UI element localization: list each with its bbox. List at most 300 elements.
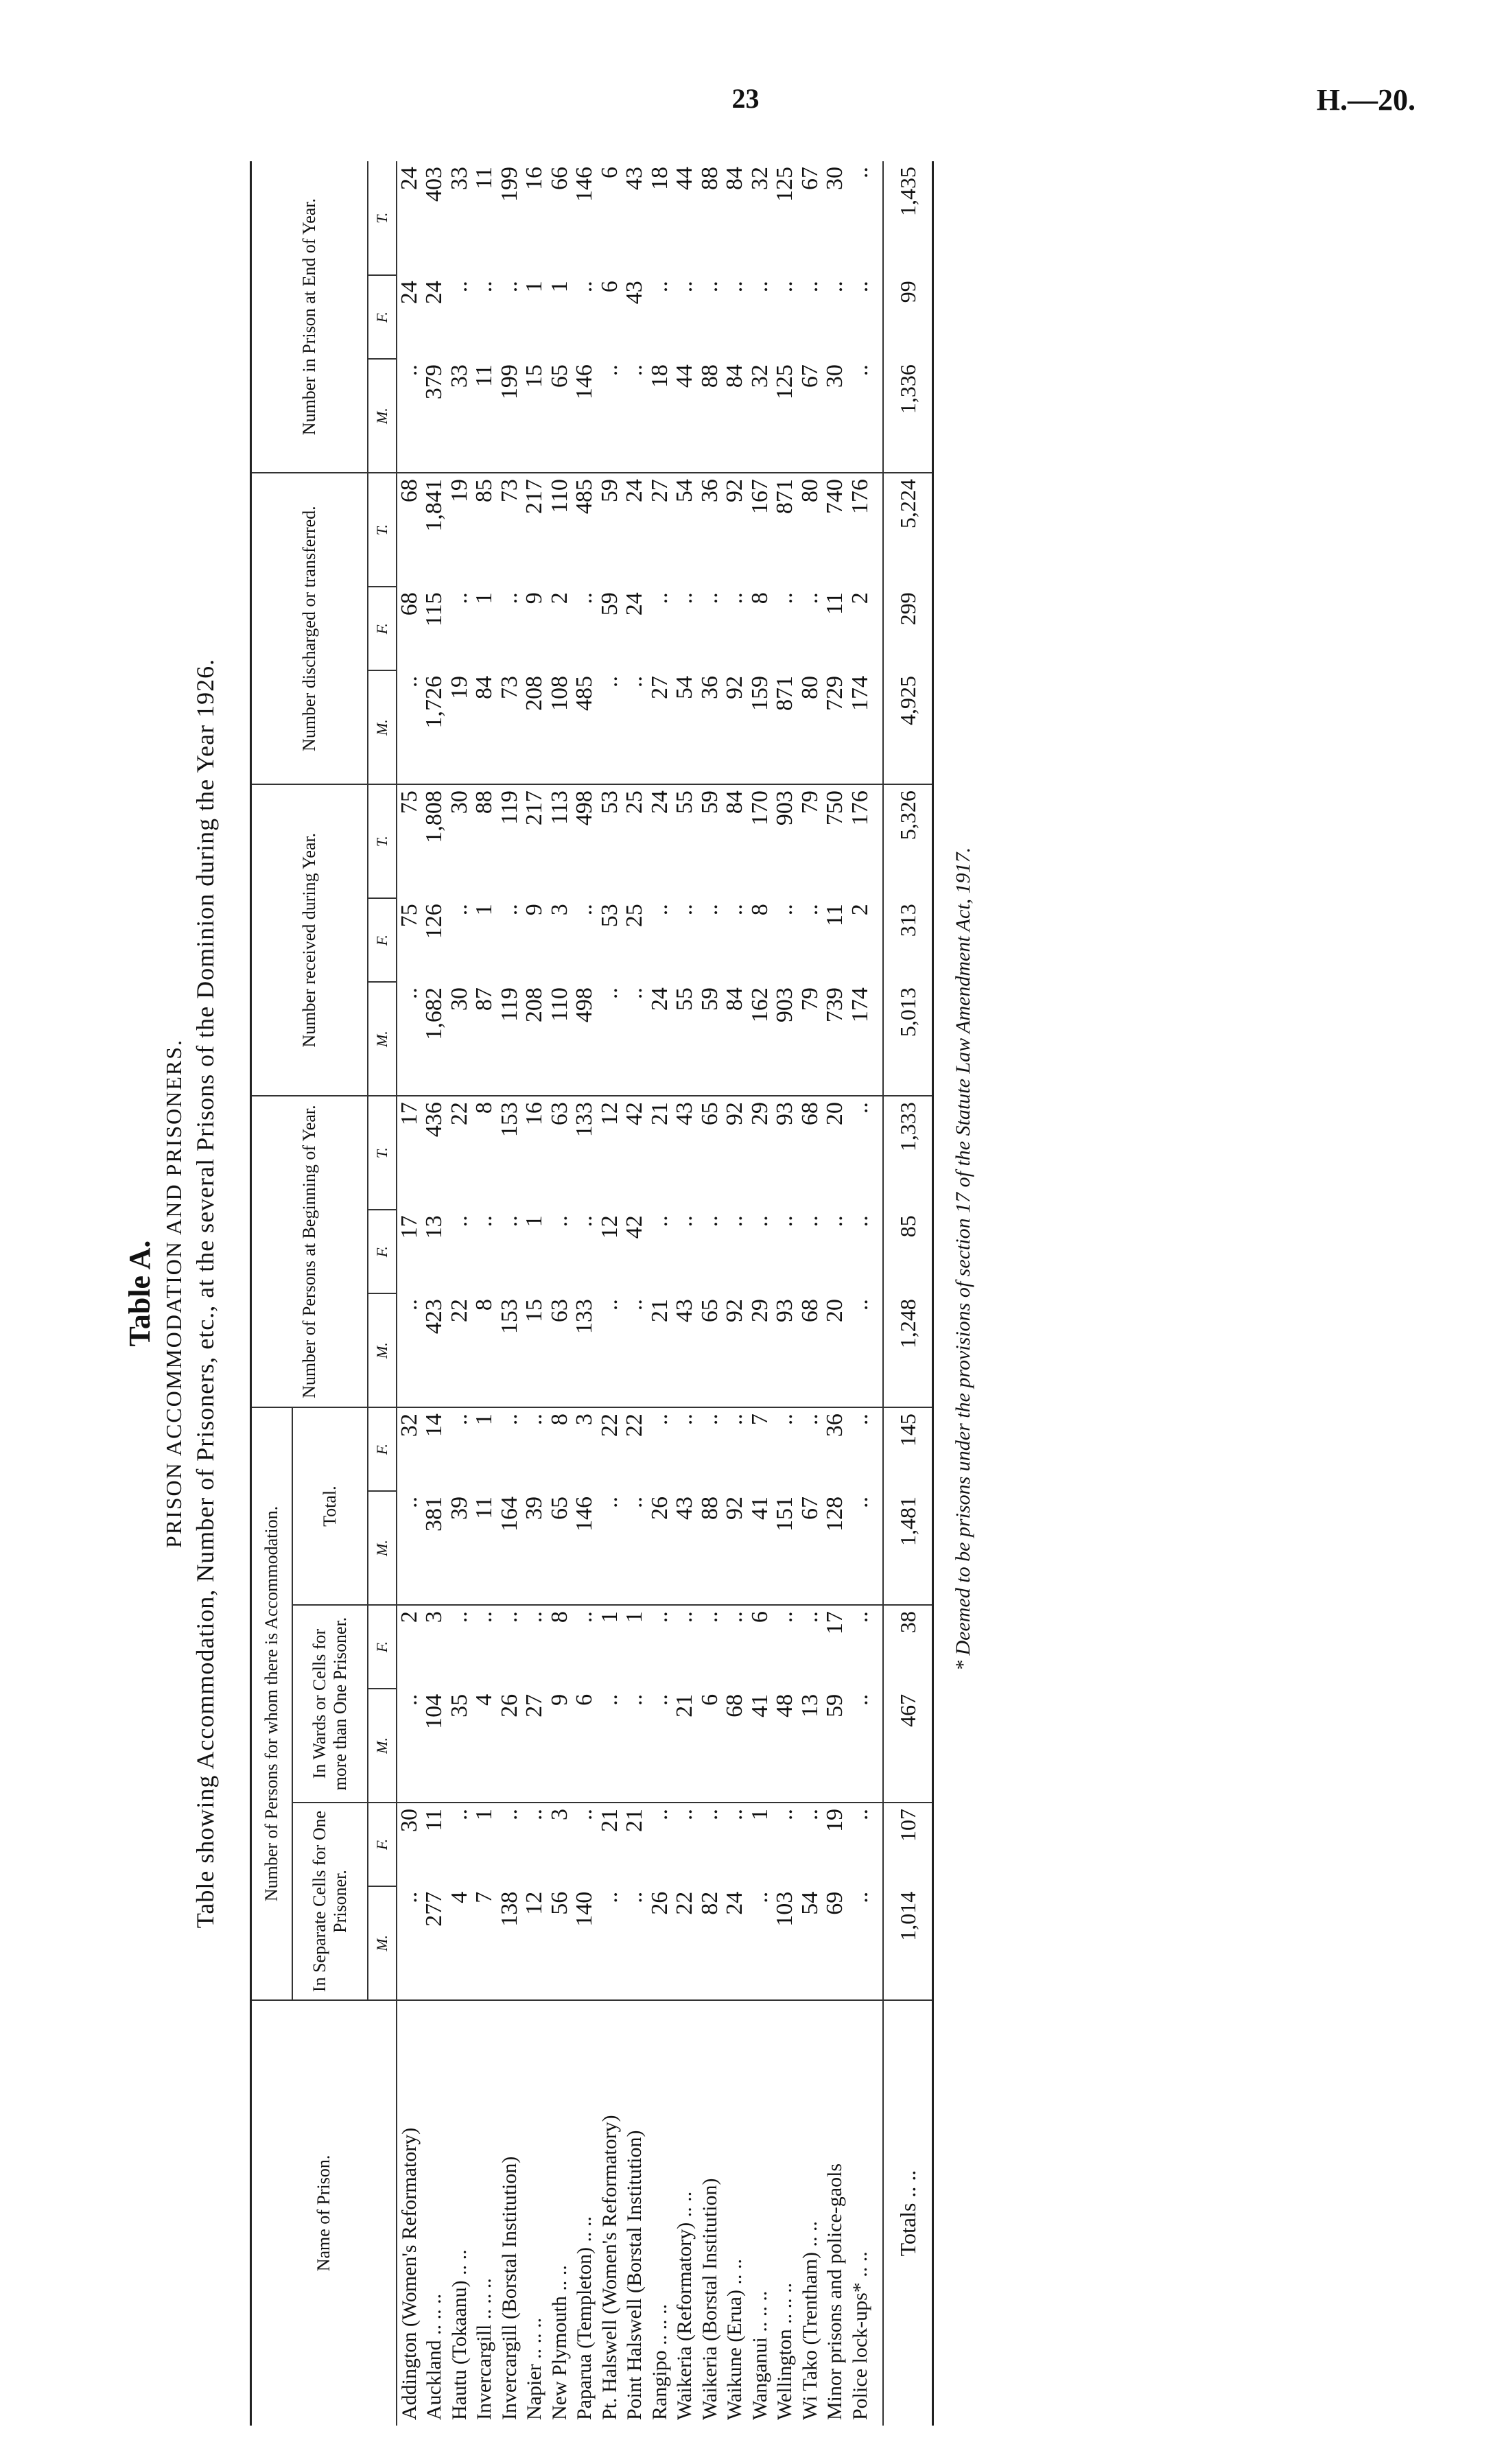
cell-tot-f: 14	[421, 1413, 447, 1438]
cell-r-m: 162	[748, 982, 773, 1096]
cell-d-m: 27	[648, 670, 673, 784]
cell-r-m: 174	[848, 982, 884, 1096]
cell-r-m: 903	[773, 982, 798, 1096]
cell-tot-f: 36	[822, 1413, 847, 1438]
cell-e-t: 33	[446, 167, 472, 190]
cell-b-f: ..	[572, 1215, 597, 1228]
table-row	[622, 161, 648, 2426]
header-received: Number received during Year.	[251, 784, 368, 1096]
col-t: T.	[368, 473, 397, 587]
cell-b-m: 153	[497, 1293, 523, 1407]
cell-d-m: 1,726	[422, 670, 447, 784]
cell-sc-f: 1	[471, 1809, 497, 1820]
cell-b-t: 63	[546, 1102, 572, 1126]
cell-b-f: ..	[471, 1215, 497, 1228]
prison-name: Waikeria (Reformatory) .. ..	[673, 2191, 696, 2420]
cell-b-t: 21	[646, 1102, 672, 1126]
cell-tot-f: ..	[722, 1413, 747, 1426]
cell-d-f: 299	[883, 587, 933, 670]
cell-b-m: 63	[548, 1293, 573, 1407]
col-t: T.	[368, 161, 397, 275]
cell-sc-m: 4	[447, 1886, 473, 2000]
cell-tot-m: 39	[522, 1491, 548, 1605]
cell-tot-m: 11	[472, 1491, 497, 1605]
cell-e-f: ..	[822, 281, 847, 293]
cell-e-f: ..	[847, 281, 873, 293]
cell-e-m: 125	[773, 359, 798, 473]
cell-e-t: 43	[622, 167, 647, 190]
cell-r-t: 113	[546, 790, 572, 825]
cell-r-f: ..	[797, 904, 823, 916]
cell-b-t: 29	[747, 1102, 773, 1126]
cell-d-m: 4,925	[883, 670, 933, 784]
cell-r-m: 30	[447, 982, 473, 1096]
cell-r-m: ..	[397, 982, 423, 1096]
cell-b-t: 65	[696, 1102, 723, 1126]
cell-b-t: 16	[521, 1102, 547, 1126]
cell-w-m: 6	[572, 1689, 598, 1803]
cell-d-f: ..	[572, 592, 597, 605]
cell-sc-f: 1	[747, 1809, 773, 1820]
cell-r-t: 217	[521, 790, 547, 826]
table-row	[672, 161, 698, 2426]
cell-tot-f: ..	[521, 1413, 547, 1426]
cell-e-m: 15	[522, 359, 548, 473]
col-m: M.	[368, 1886, 397, 2000]
cell-d-m: 84	[472, 670, 497, 784]
cell-r-t: 75	[396, 790, 422, 814]
page-reference: H.—20.	[1316, 83, 1416, 117]
cell-sc-m: 1,014	[883, 1886, 933, 2000]
cell-r-t: 498	[572, 790, 597, 826]
cell-d-t: 80	[797, 479, 823, 503]
cell-r-m: 59	[698, 982, 723, 1096]
cell-e-f: ..	[747, 281, 773, 293]
cell-r-f: 313	[883, 898, 933, 982]
cell-sc-f: ..	[496, 1809, 522, 1820]
cell-b-m: ..	[397, 1293, 423, 1407]
cell-d-t: 73	[496, 479, 522, 503]
cell-tot-f: ..	[772, 1413, 797, 1426]
prison-name: Pt. Halswell (Women's Reformatory)	[598, 2115, 621, 2420]
cell-b-t: 42	[622, 1102, 647, 1126]
cell-d-t: 68	[396, 479, 422, 503]
cell-tot-f: ..	[646, 1413, 672, 1426]
cell-tot-m: 1,481	[883, 1491, 933, 1605]
cell-e-f: ..	[496, 281, 522, 293]
cell-w-f: 1	[596, 1611, 622, 1623]
cell-b-t: 8	[471, 1102, 497, 1114]
cell-tot-f: ..	[696, 1413, 723, 1426]
cell-d-m: 19	[447, 670, 473, 784]
cell-d-t: 54	[672, 479, 697, 503]
cell-d-f: 24	[622, 592, 647, 616]
cell-r-m: ..	[598, 982, 623, 1096]
cell-w-f: 2	[396, 1611, 422, 1623]
cell-b-t: 20	[822, 1102, 847, 1126]
cell-sc-f: ..	[521, 1809, 547, 1820]
cell-w-m: ..	[397, 1689, 423, 1803]
cell-e-f: ..	[646, 281, 672, 293]
cell-w-m: 9	[548, 1689, 573, 1803]
table-body	[397, 161, 933, 2426]
cell-sc-m: 140	[572, 1886, 598, 2000]
cell-e-f: 1	[546, 281, 572, 293]
cell-e-m: 30	[823, 359, 848, 473]
cell-r-t: 79	[797, 790, 823, 814]
cell-r-f: 75	[396, 904, 422, 928]
cell-tot-f: 22	[596, 1413, 622, 1438]
cell-r-t: 903	[772, 790, 797, 826]
cell-b-m: 133	[572, 1293, 598, 1407]
cell-b-f: 42	[622, 1215, 647, 1239]
cell-b-t: 1,333	[883, 1096, 933, 1210]
cell-tot-m: 41	[748, 1491, 773, 1605]
cell-r-t: 1,808	[421, 790, 447, 843]
prison-name: New Plymouth .. ..	[548, 2265, 571, 2420]
cell-b-m: 20	[823, 1293, 848, 1407]
cell-e-f: ..	[772, 281, 797, 293]
cell-e-t: 18	[646, 167, 672, 190]
cell-r-m: 24	[648, 982, 673, 1096]
cell-w-m: ..	[848, 1689, 884, 1803]
cell-tot-f: ..	[446, 1413, 472, 1426]
cell-r-f: ..	[696, 904, 723, 916]
cell-sc-f: 11	[421, 1809, 447, 1831]
cell-d-f: 1	[471, 592, 497, 605]
table-row	[422, 161, 447, 2426]
cell-r-t: 30	[446, 790, 472, 814]
cell-tot-f: 145	[883, 1407, 933, 1491]
totals-row	[883, 161, 933, 2426]
cell-r-f: 3	[546, 904, 572, 916]
cell-e-m: 32	[748, 359, 773, 473]
cell-tot-f: 3	[572, 1413, 597, 1426]
cell-d-f: ..	[672, 592, 697, 605]
cell-r-m: 739	[823, 982, 848, 1096]
header-accommodation: Number of Persons for whom there is Accommodation.	[251, 1407, 292, 2000]
header-name-of-prison: Name of Prison.	[251, 2000, 397, 2426]
cell-d-t: 217	[521, 479, 547, 515]
cell-e-m: 11	[472, 359, 497, 473]
cell-e-f: 24	[396, 281, 422, 305]
cell-e-f: 43	[622, 281, 647, 305]
cell-tot-f: 8	[546, 1413, 572, 1426]
cell-b-t: 93	[772, 1102, 797, 1126]
cell-sc-m: 277	[422, 1886, 447, 2000]
cell-b-f: 12	[596, 1215, 622, 1239]
cell-d-f: ..	[722, 592, 747, 605]
cell-e-t: 16	[521, 167, 547, 190]
cell-tot-m: ..	[622, 1491, 648, 1605]
cell-b-f: ..	[546, 1215, 572, 1228]
cell-b-m: 92	[723, 1293, 748, 1407]
table-row	[748, 161, 773, 2426]
cell-b-f: 1	[521, 1215, 547, 1228]
cell-tot-m: 43	[672, 1491, 698, 1605]
cell-b-f: ..	[847, 1215, 873, 1228]
cell-tot-m: 381	[422, 1491, 447, 1605]
cell-b-t: 133	[572, 1102, 597, 1138]
table-row	[522, 161, 548, 2426]
cell-w-f: ..	[471, 1611, 497, 1623]
table-row	[572, 161, 598, 2426]
cell-w-f: 1	[622, 1611, 647, 1623]
col-f: F.	[368, 1803, 397, 1886]
cell-e-m: ..	[622, 359, 648, 473]
cell-sc-m: 7	[472, 1886, 497, 2000]
cell-w-m: ..	[648, 1689, 673, 1803]
cell-e-t: 11	[471, 167, 497, 189]
cell-e-t: 84	[722, 167, 747, 190]
cell-e-f: ..	[722, 281, 747, 293]
cell-e-t: 24	[396, 167, 422, 190]
cell-r-m: 110	[548, 982, 573, 1096]
cell-sc-f: 107	[883, 1803, 933, 1886]
cell-e-t: 146	[572, 167, 597, 202]
cell-w-f: ..	[446, 1611, 472, 1623]
cell-b-t: 153	[496, 1102, 522, 1138]
cell-d-m: ..	[622, 670, 648, 784]
cell-d-f: ..	[446, 592, 472, 605]
cell-e-m: 44	[672, 359, 698, 473]
cell-r-t: 119	[496, 790, 522, 825]
table-title: Table A.	[123, 1240, 156, 1347]
prison-name: Point Halswell (Borstal Institution)	[623, 2130, 646, 2420]
cell-w-f: ..	[572, 1611, 597, 1623]
prison-name: Rangipo .. .. ..	[648, 2303, 671, 2420]
cell-w-f: ..	[797, 1611, 823, 1623]
cell-b-f: 13	[421, 1215, 447, 1239]
cell-e-m: 18	[648, 359, 673, 473]
cell-w-m: 27	[522, 1689, 548, 1803]
header-end: Number in Prison at End of Year.	[251, 161, 368, 473]
cell-w-f: 8	[546, 1611, 572, 1623]
cell-r-m: 208	[522, 982, 548, 1096]
cell-w-f: ..	[772, 1611, 797, 1623]
cell-e-f: ..	[797, 281, 823, 293]
cell-sc-f: ..	[446, 1809, 472, 1820]
cell-b-m: 22	[447, 1293, 473, 1407]
cell-tot-m: 39	[447, 1491, 473, 1605]
table-row	[397, 161, 423, 2426]
cell-b-t: 43	[672, 1102, 697, 1126]
cell-r-t: 59	[696, 790, 723, 814]
table-row	[447, 161, 473, 2426]
cell-w-m: 467	[883, 1689, 933, 1803]
col-m: M.	[368, 1293, 397, 1407]
cell-r-t: 25	[622, 790, 647, 814]
cell-w-m: 104	[422, 1689, 447, 1803]
cell-e-t: 88	[696, 167, 723, 190]
cell-e-m: 65	[548, 359, 573, 473]
cell-e-m: 67	[798, 359, 823, 473]
cell-e-f: 1	[521, 281, 547, 293]
prison-name: Paparua (Templeton) .. ..	[573, 2216, 596, 2420]
cell-r-f: 2	[847, 904, 873, 916]
cell-sc-m: 56	[548, 1886, 573, 2000]
cell-r-t: 176	[847, 790, 873, 826]
cell-w-m: 68	[723, 1689, 748, 1803]
cell-d-f: ..	[696, 592, 723, 605]
cell-sc-m: ..	[748, 1886, 773, 2000]
cell-sc-f: 30	[396, 1809, 422, 1832]
cell-sc-f: ..	[722, 1809, 747, 1820]
cell-e-t: 403	[421, 167, 447, 202]
cell-e-f: ..	[672, 281, 697, 293]
col-f: F.	[368, 1605, 397, 1689]
cell-r-f: ..	[722, 904, 747, 916]
cell-r-f: 8	[747, 904, 773, 916]
cell-e-f: ..	[572, 281, 597, 293]
cell-tot-m: 128	[823, 1491, 848, 1605]
cell-r-m: 5,013	[883, 982, 933, 1096]
cell-e-m: 84	[723, 359, 748, 473]
cell-r-m: 119	[497, 982, 523, 1096]
cell-sc-f: ..	[772, 1809, 797, 1820]
cell-w-f: ..	[672, 1611, 697, 1623]
cell-b-m: ..	[848, 1293, 884, 1407]
cell-r-m: ..	[622, 982, 648, 1096]
cell-r-m: 1,682	[422, 982, 447, 1096]
cell-e-t: 32	[747, 167, 773, 190]
cell-w-m: 13	[798, 1689, 823, 1803]
cell-b-t: 436	[421, 1102, 447, 1138]
cell-b-m: 423	[422, 1293, 447, 1407]
cell-b-t: 92	[722, 1102, 747, 1126]
cell-b-m: 68	[798, 1293, 823, 1407]
table-row	[648, 161, 673, 2426]
table-heading	[122, 161, 220, 2426]
cell-w-m: 26	[497, 1689, 523, 1803]
header-beginning: Number of Persons at Beginning of Year.	[251, 1096, 368, 1407]
cell-b-f: 85	[883, 1210, 933, 1293]
cell-d-m: 208	[522, 670, 548, 784]
cell-e-m: 33	[447, 359, 473, 473]
prison-name: Auckland .. .. ..	[423, 2293, 445, 2420]
cell-sc-f: 19	[822, 1809, 847, 1832]
cell-r-m: 87	[472, 982, 497, 1096]
cell-d-t: 176	[847, 479, 873, 515]
col-m: M.	[368, 359, 397, 473]
cell-d-f: ..	[797, 592, 823, 605]
cell-r-f: 53	[596, 904, 622, 928]
prison-name: Napier .. .. ..	[523, 2317, 545, 2420]
cell-sc-f: 21	[596, 1809, 622, 1832]
prison-name: Waikeria (Borstal Institution)	[698, 2178, 721, 2420]
cell-b-m: 1,248	[883, 1293, 933, 1407]
prison-name: Waikune (Erua) .. ..	[723, 2259, 746, 2420]
cell-b-m: 43	[672, 1293, 698, 1407]
cell-w-m: 6	[698, 1689, 723, 1803]
cell-d-f: ..	[646, 592, 672, 605]
cell-d-t: 871	[772, 479, 797, 515]
table-subtitle: PRISON ACCOMMODATION AND PRISONERS.	[161, 1038, 186, 1549]
cell-d-f: 2	[546, 592, 572, 605]
cell-b-f: ..	[772, 1215, 797, 1228]
cell-r-t: 24	[646, 790, 672, 814]
cell-r-f: 9	[521, 904, 547, 916]
cell-d-f: ..	[772, 592, 797, 605]
cell-d-t: 92	[722, 479, 747, 503]
col-m: M.	[368, 1491, 397, 1605]
col-m: M.	[368, 982, 397, 1096]
cell-b-f: ..	[496, 1215, 522, 1228]
cell-e-t: 199	[496, 167, 522, 202]
cell-b-f: 17	[396, 1215, 422, 1239]
cell-tot-f: ..	[496, 1413, 522, 1426]
page-number: 23	[731, 83, 760, 114]
cell-e-t: 66	[546, 167, 572, 190]
cell-sc-f: 21	[622, 1809, 647, 1832]
cell-r-f: ..	[672, 904, 697, 916]
cell-b-f: ..	[822, 1215, 847, 1228]
cell-b-t: 17	[396, 1102, 422, 1126]
cell-d-f: 68	[396, 592, 422, 616]
cell-r-f: 11	[822, 904, 847, 927]
table-row	[848, 161, 884, 2426]
prison-name: Wellington .. .. ..	[773, 2282, 796, 2420]
cell-e-m: ..	[397, 359, 423, 473]
cell-w-m: 21	[672, 1689, 698, 1803]
cell-sc-m: ..	[397, 1886, 423, 2000]
cell-w-m: ..	[622, 1689, 648, 1803]
cell-tot-m: 67	[798, 1491, 823, 1605]
cell-d-t: 1,841	[421, 479, 447, 532]
prison-name: Minor prisons and police-gaols	[823, 2163, 846, 2420]
cell-d-f: ..	[496, 592, 522, 605]
cell-sc-m: 26	[648, 1886, 673, 2000]
cell-d-t: 27	[646, 479, 672, 503]
cell-sc-m: 69	[823, 1886, 848, 2000]
cell-d-m: 36	[698, 670, 723, 784]
cell-r-f: 126	[421, 904, 447, 939]
cell-d-t: 85	[471, 479, 497, 503]
col-f: F.	[368, 898, 397, 982]
cell-sc-m: 82	[698, 1886, 723, 2000]
cell-d-t: 740	[822, 479, 847, 515]
rotated-table-block	[117, 161, 1338, 2426]
cell-e-f: 99	[883, 275, 933, 359]
cell-e-m: ..	[598, 359, 623, 473]
cell-d-m: ..	[397, 670, 423, 784]
cell-d-m: 92	[723, 670, 748, 784]
cell-d-m: ..	[598, 670, 623, 784]
cell-tot-m: 146	[572, 1491, 598, 1605]
cell-r-m: 55	[672, 982, 698, 1096]
cell-tot-m: ..	[848, 1491, 884, 1605]
cell-e-f: 24	[421, 281, 447, 305]
cell-b-t: 12	[596, 1102, 622, 1126]
cell-b-f: ..	[696, 1215, 723, 1228]
cell-sc-f: ..	[572, 1809, 597, 1820]
cell-sc-f: 3	[546, 1809, 572, 1820]
prison-name: Police lock-ups* .. ..	[848, 2251, 871, 2420]
cell-w-f: ..	[696, 1611, 723, 1623]
prison-name: Invercargill (Borstal Institution)	[497, 2156, 521, 2420]
cell-sc-m: 24	[723, 1886, 748, 2000]
cell-tot-f: ..	[672, 1413, 697, 1426]
cell-b-m: 93	[773, 1293, 798, 1407]
col-f: F.	[368, 1407, 397, 1491]
cell-tot-m: ..	[397, 1491, 423, 1605]
prison-table	[250, 161, 934, 2426]
cell-tot-f: 32	[396, 1413, 422, 1438]
col-f: F.	[368, 275, 397, 359]
cell-e-m: 199	[497, 359, 523, 473]
cell-e-t: 6	[596, 167, 622, 178]
table-row	[598, 161, 623, 2426]
